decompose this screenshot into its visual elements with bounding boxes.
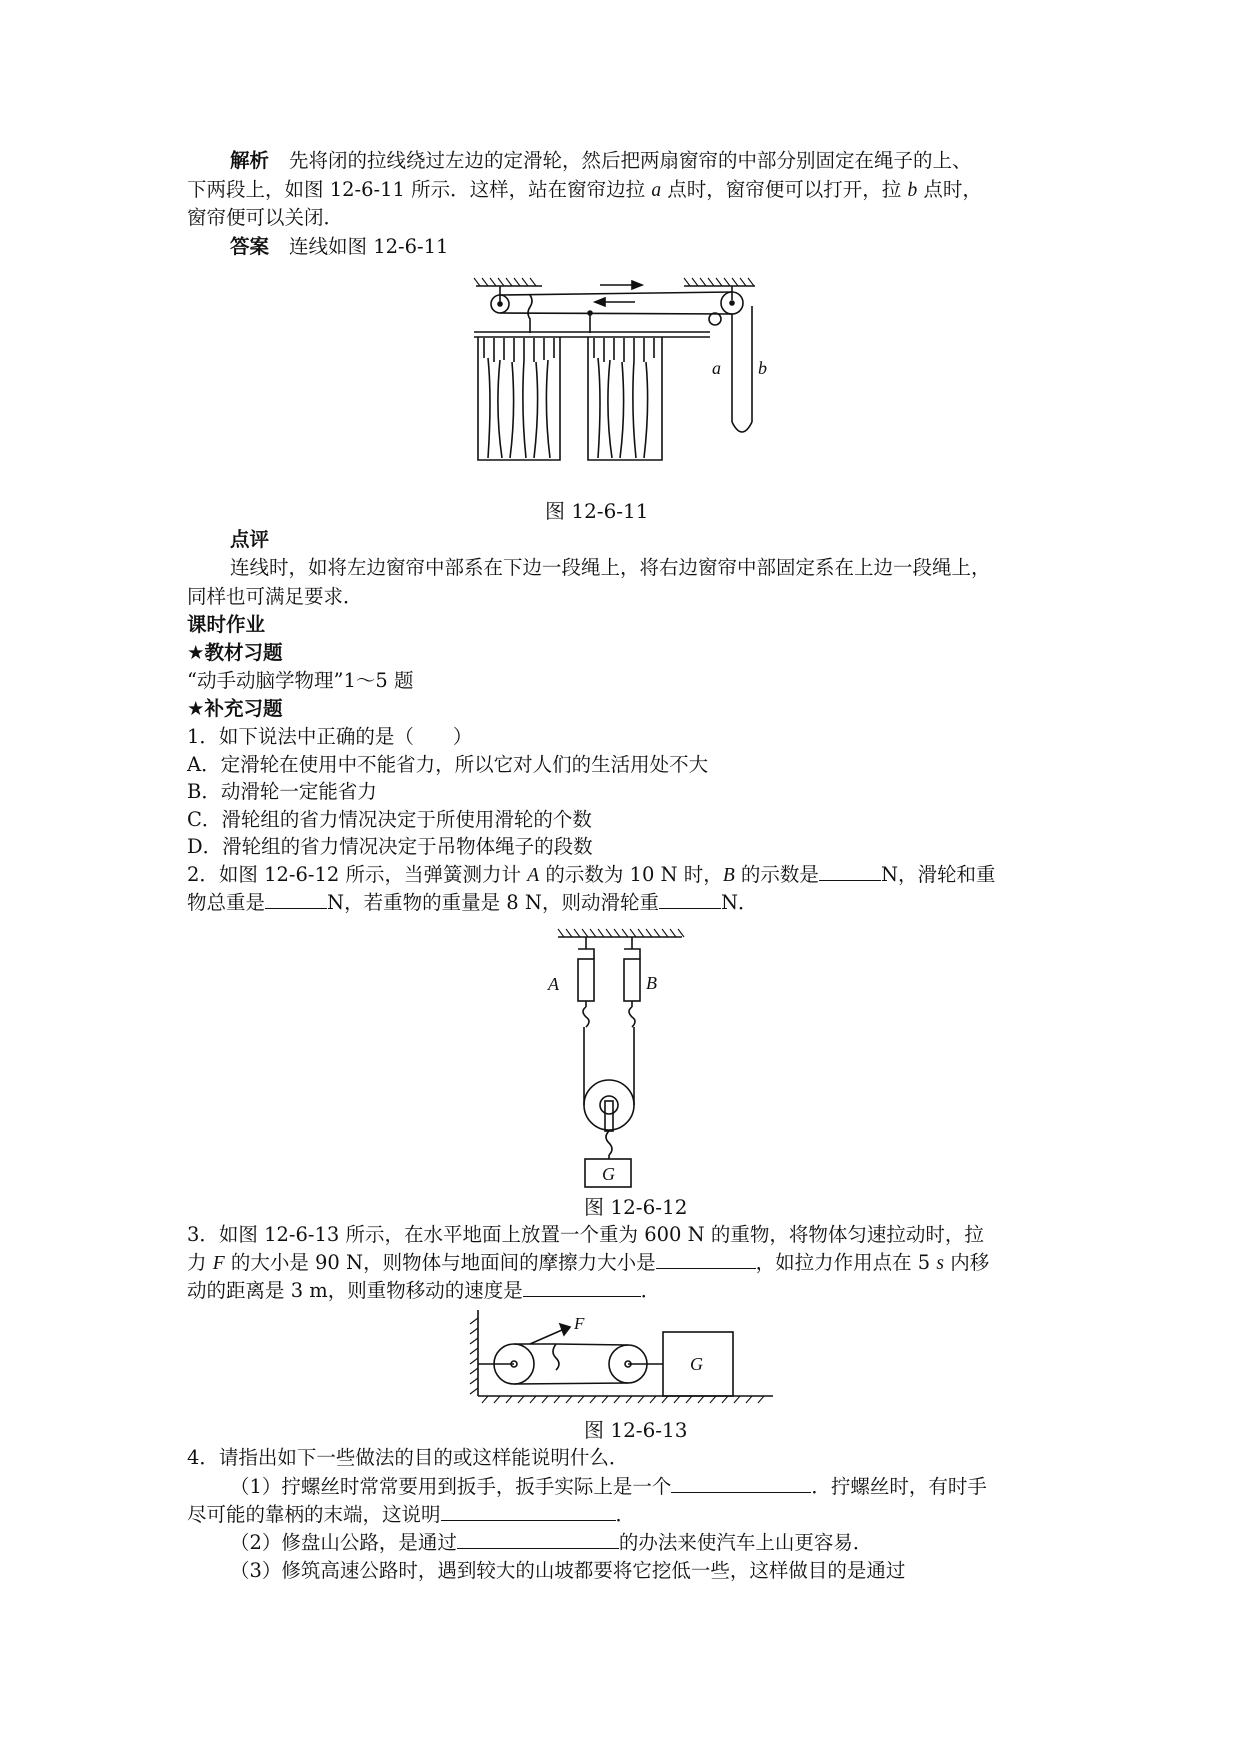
var-B: B — [722, 865, 735, 886]
var-F: F — [212, 1253, 225, 1274]
q4-stem: 4．请指出如下一些做法的目的或这样能说明什么． — [187, 1446, 629, 1469]
q4-blank-1[interactable] — [671, 1474, 811, 1493]
q2-text-1c: 的示数是 — [734, 863, 819, 886]
q3-line-3 — [187, 1278, 660, 1304]
comment-label: 点评 — [230, 528, 270, 551]
q1-stem: 1．如下说法中正确的是（ ） — [187, 725, 473, 748]
answer-text: 连线如图 12-6-11 — [289, 235, 449, 258]
q2-text-2c: N． — [720, 891, 758, 914]
q2-blank-3[interactable] — [659, 890, 721, 909]
label-A: A — [548, 974, 559, 994]
textbook-exercises-text: “动手动脑学物理”1～5 题 — [187, 669, 414, 692]
q3-text-2d: 内移 — [944, 1251, 990, 1274]
q2-line-1 — [187, 862, 996, 889]
q4-text-1c: 尽可能的靠柄的末端，这说明 — [187, 1503, 441, 1526]
label-G-block: G — [690, 1354, 703, 1374]
var-b: b — [907, 180, 918, 201]
q4-blank-2[interactable] — [441, 1502, 616, 1521]
spring-scale-pulley-figure — [550, 925, 690, 1190]
fig11-caption: 图 12-6-11 — [545, 499, 649, 523]
q1-option-c: C．滑轮组的省力情况决定于所使用滑轮的个数 — [187, 808, 592, 831]
q4-text-2b: 的办法来使汽车上山更容易． — [618, 1531, 873, 1554]
q3-line-1: 3．如图 12-6-13 所示，在水平地面上放置一个重为 600 N 的重物，将物体匀速拉动时，拉 — [187, 1223, 984, 1246]
label-F: F — [574, 1314, 585, 1333]
q3-text-3b: ． — [640, 1279, 661, 1302]
q2-text-1a: 2．如图 12-6-12 所示，当弹簧测力计 — [187, 863, 528, 886]
q4-part2-line — [230, 1530, 872, 1556]
label-b: b — [758, 358, 767, 378]
supplementary-exercises-title: ★补充习题 — [187, 697, 283, 720]
q1-option-a: A．定滑轮在使用中不能省力，所以它对人们的生活用处不大 — [187, 753, 709, 776]
q4-part1-line-2 — [187, 1502, 635, 1528]
horizontal-pulley-figure — [468, 1308, 778, 1404]
q3-blank-2[interactable] — [523, 1278, 641, 1297]
q1-option-b: B．动滑轮一定能省力 — [187, 780, 377, 803]
q4-blank-3[interactable] — [457, 1530, 619, 1549]
q3-blank-1[interactable] — [656, 1250, 756, 1269]
analysis-text-2c: 点时， — [917, 178, 982, 201]
var-A: A — [527, 865, 540, 886]
q3-text-3a: 动的距离是 3 m，则重物移动的速度是 — [187, 1279, 523, 1302]
analysis-label: 解析 — [230, 149, 270, 172]
q2-blank-1[interactable] — [819, 862, 881, 881]
q2-text-2b: N，若重物的重量是 8 N，则动滑轮重 — [327, 891, 659, 914]
q3-line-2 — [187, 1250, 989, 1277]
q3-text-2c: ，如拉力作用点在 5 — [755, 1251, 937, 1274]
q2-text-2a: 物总重是 — [187, 891, 266, 914]
q2-blank-2[interactable] — [265, 890, 327, 909]
q4-text-1d: ． — [615, 1503, 636, 1526]
answer-label: 答案 — [230, 235, 270, 258]
analysis-text-1: 先将闭的拉线绕过左边的定滑轮，然后把两扇窗帘的中部分别固定在绳子的上、 — [289, 149, 972, 172]
q3-text-2a: 力 — [187, 1251, 213, 1274]
answer-line — [230, 234, 448, 260]
q4-text-1a: （1）拧螺丝时常常要用到扳手，扳手实际上是一个 — [230, 1475, 672, 1498]
fig12-caption: 图 12-6-12 — [584, 1195, 688, 1219]
analysis-text-2a: 下两段上，如图 12-6-11 所示．这样，站在窗帘边拉 — [187, 178, 652, 201]
q2-text-1b: 的示数为 10 N 时， — [539, 863, 723, 886]
q4-part3-line: （3）修筑高速公路时，遇到较大的山坡都要将它挖低一些，这样做目的是通过 — [230, 1559, 906, 1582]
comment-line-1: 连线时，如将左边窗帘中部系在下边一段绳上，将右边窗帘中部固定系在上边一段绳上， — [230, 556, 991, 579]
var-s: s — [936, 1253, 945, 1274]
q4-part1-line-1 — [230, 1474, 987, 1500]
q4-text-2a: （2）修盘山公路，是通过 — [230, 1531, 457, 1554]
analysis-text-2b: 点时，窗帘便可以打开，拉 — [661, 178, 908, 201]
analysis-line-1 — [230, 148, 972, 174]
textbook-exercises-title: ★教材习题 — [187, 641, 283, 664]
q4-text-1b: ．拧螺丝时，有时手 — [811, 1475, 987, 1498]
fig13-caption: 图 12-6-13 — [584, 1418, 688, 1442]
q1-option-d: D．滑轮组的省力情况决定于吊物体绳子的段数 — [187, 835, 593, 858]
analysis-line-3: 窗帘便可以关闭． — [187, 206, 344, 229]
var-a: a — [651, 180, 662, 201]
q3-text-2b: 的大小是 90 N，则物体与地面间的摩擦力大小是 — [224, 1251, 656, 1274]
homework-title: 课时作业 — [187, 613, 266, 636]
curtain-pulley-figure — [470, 272, 770, 482]
q2-line-2 — [187, 890, 758, 916]
label-a: a — [712, 358, 721, 378]
comment-line-2: 同样也可满足要求． — [187, 585, 363, 608]
q2-text-1d: N，滑轮和重 — [880, 863, 996, 886]
analysis-line-2 — [187, 177, 982, 204]
label-G: G — [602, 1164, 615, 1184]
label-B: B — [646, 973, 657, 993]
